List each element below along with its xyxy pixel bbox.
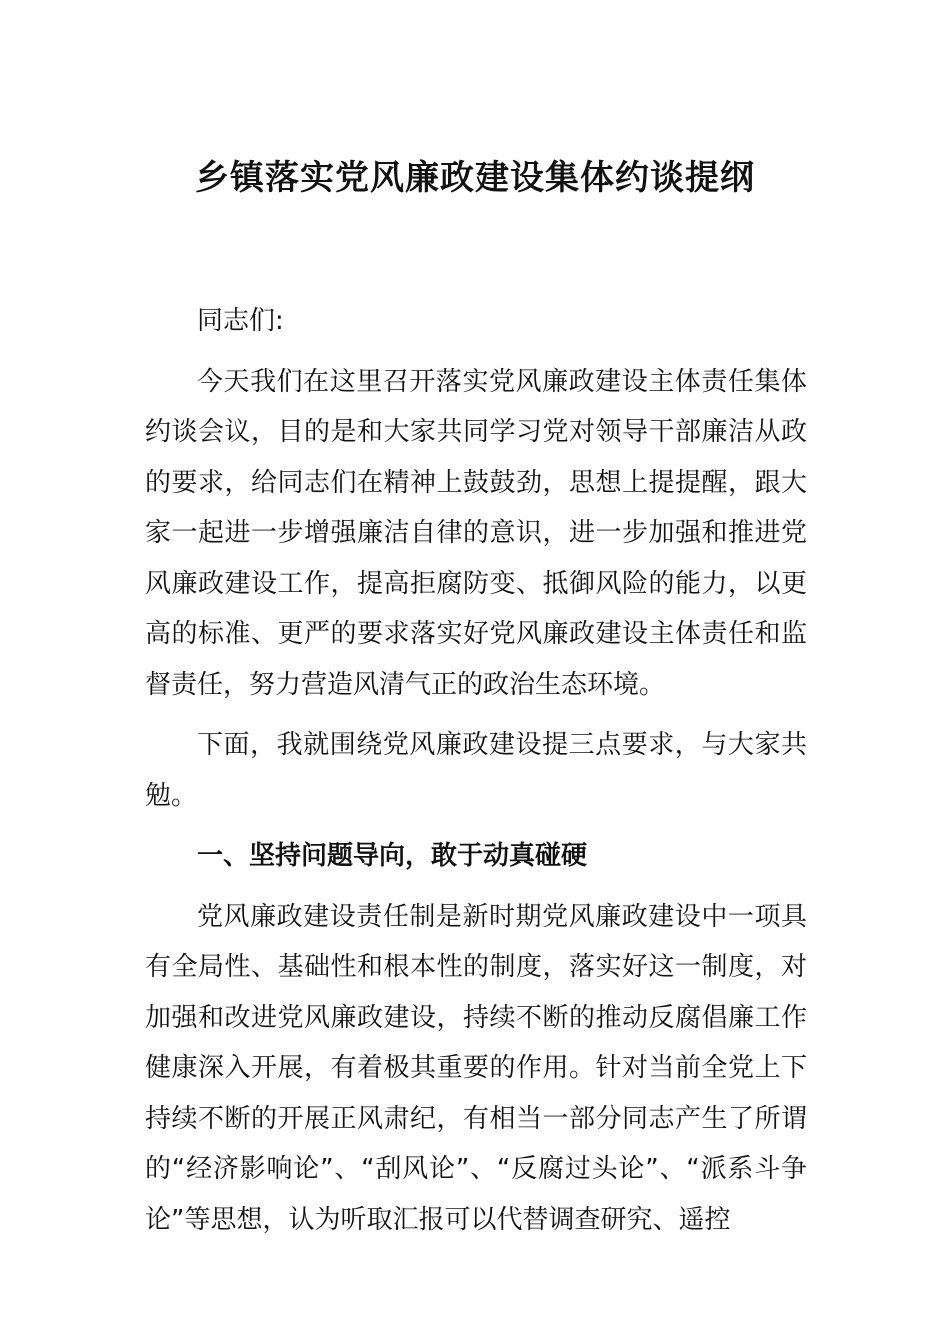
salutation: 同志们: (197, 306, 284, 336)
paragraph-opening: 今天我们在这里召开落实党风廉政建设主体责任集体约谈会议，目的是和大家共同学习党对领导干部廉洁从政的要求，给同志们在精神上鼓鼓劲，思想上提提醒，跟大家一起进一步增强廉洁自律的意识，进一步加强和推进党风廉政建设工作，提高拒腐防变、抵御风险的能力，以更高的标准、更严的要求落实好党风廉政建设主体责任和监督责任，努力营造风清气正的政治生态环境。 (145, 366, 807, 700)
paragraph-transition: 下面，我就围绕党风廉政建设提三点要求，与大家共勉。 (145, 730, 807, 811)
section-heading-1: 一、坚持问题导向，敢于动真碰硬 (197, 841, 588, 871)
paragraph-section-1: 党风廉政建设责任制是新时期党风廉政建设中一项具有全局性、基础性和根本性的制度，落实好这一制度，对加强和改进党风廉政建设，持续不断的推动反腐倡廉工作健康深入开展，有着极其重要的作用。针对当前全党上下持续不断的开展正风肃纪，有相当一部分同志产生了所谓的“经济影响论”、“刮风论”、“反腐过头论”、“派系斗争论”等思想，认为听取汇报可以代替调查研究、遥控 (145, 901, 807, 1235)
document-title: 乡镇落实党风廉政建设集体约谈提纲 (195, 158, 755, 198)
document-body (145, 296, 807, 1245)
